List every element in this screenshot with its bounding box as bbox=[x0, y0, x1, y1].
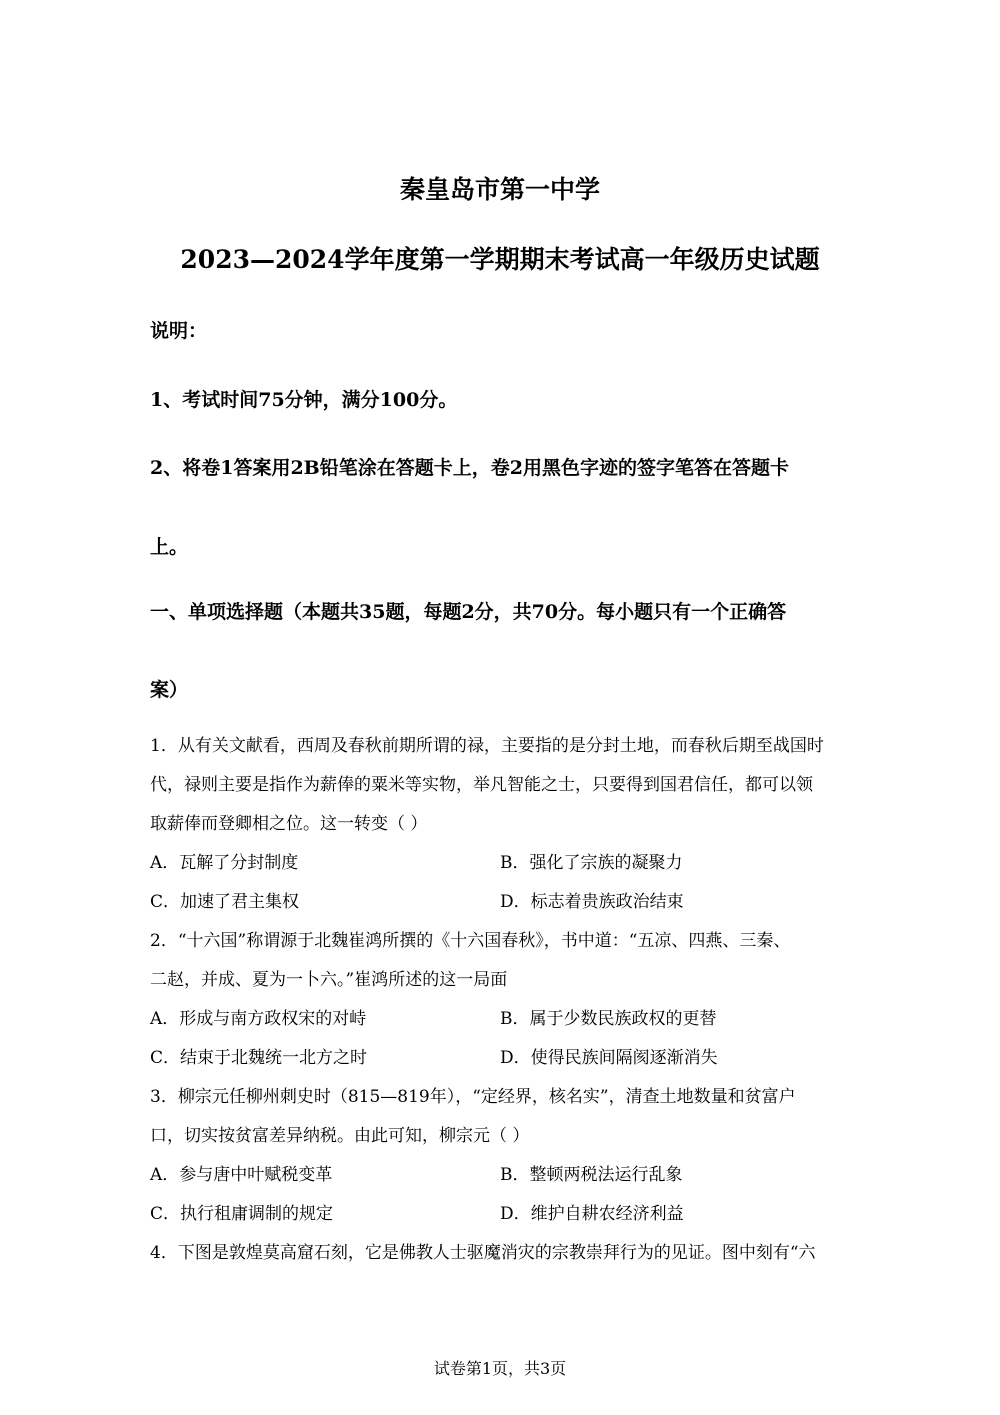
school-title: 秦皇岛市第一中学 bbox=[399, 175, 600, 204]
question-3-line-1: 3．柳宗元任柳州刺史时（815—819年），“定经界，核名实”，清查土地数量和贫富户 bbox=[150, 1087, 796, 1107]
instruction-item-2-line-2: 上。 bbox=[150, 536, 189, 558]
instructions-heading: 说明： bbox=[150, 320, 208, 342]
question-2-option-b[interactable]: B．属于少数民族政权的更替 bbox=[500, 1009, 717, 1029]
question-1-option-a[interactable]: A．瓦解了分封制度 bbox=[150, 853, 299, 873]
question-2-option-a[interactable]: A．形成与南方政权宋的对峙 bbox=[150, 1009, 367, 1029]
question-2-line-2: 二赵，并成、夏为一卜六。”崔鸿所述的这一局面 bbox=[150, 970, 508, 990]
question-1-option-b[interactable]: B．强化了宗族的凝聚力 bbox=[500, 853, 683, 873]
question-1-line-3: 取薪俸而登卿相之位。这一转变（ ） bbox=[150, 814, 428, 834]
question-2-option-d[interactable]: D．使得民族间隔阂逐渐消失 bbox=[500, 1048, 718, 1068]
question-3-option-a[interactable]: A．参与唐中叶赋税变革 bbox=[150, 1165, 333, 1185]
question-1-line-2: 代，禄则主要是指作为薪俸的粟米等实物，举凡智能之士，只要得到国君信任，都可以领 bbox=[150, 775, 813, 795]
instruction-item-2-line-1: 2、将卷1答案用2B铅笔涂在答题卡上，卷2用黑色字迹的签字笔答在答题卡 bbox=[150, 457, 789, 479]
exam-title: 2023—2024学年度第一学期期末考试高一年级历史试题 bbox=[180, 245, 820, 274]
question-1-option-c[interactable]: C．加速了君主集权 bbox=[150, 892, 300, 912]
page-footer: 试卷第1页，共3页 bbox=[433, 1359, 567, 1378]
question-3-option-d[interactable]: D．维护自耕农经济利益 bbox=[500, 1204, 684, 1224]
section-heading-line-2: 案） bbox=[150, 679, 189, 701]
question-3-option-b[interactable]: B．整顿两税法运行乱象 bbox=[500, 1165, 683, 1185]
question-1-line-1: 1．从有关文献看，西周及春秋前期所谓的禄，主要指的是分封土地，而春秋后期至战国时 bbox=[150, 736, 824, 756]
question-1-option-d[interactable]: D．标志着贵族政治结束 bbox=[500, 892, 684, 912]
question-3-option-c[interactable]: C．执行租庸调制的规定 bbox=[150, 1204, 334, 1224]
question-2-line-1: 2．“十六国”称谓源于北魏崔鸿所撰的《十六国春秋》，书中道：“五凉、四燕、三秦、 bbox=[150, 931, 791, 951]
question-2-option-c[interactable]: C．结束于北魏统一北方之时 bbox=[150, 1048, 368, 1068]
section-heading-line-1: 一、单项选择题（本题共35题，每题2分，共70分。每小题只有一个正确答 bbox=[150, 601, 787, 623]
question-3-line-2: 口，切实按贫富差异纳税。由此可知，柳宗元（ ） bbox=[150, 1126, 530, 1146]
instruction-item-1: 1、考试时间75分钟，满分100分。 bbox=[150, 389, 458, 411]
question-4-line-1: 4．下图是敦煌莫高窟石刻，它是佛教人士驱魔消灾的宗教崇拜行为的见证。图中刻有“六 bbox=[150, 1243, 816, 1263]
